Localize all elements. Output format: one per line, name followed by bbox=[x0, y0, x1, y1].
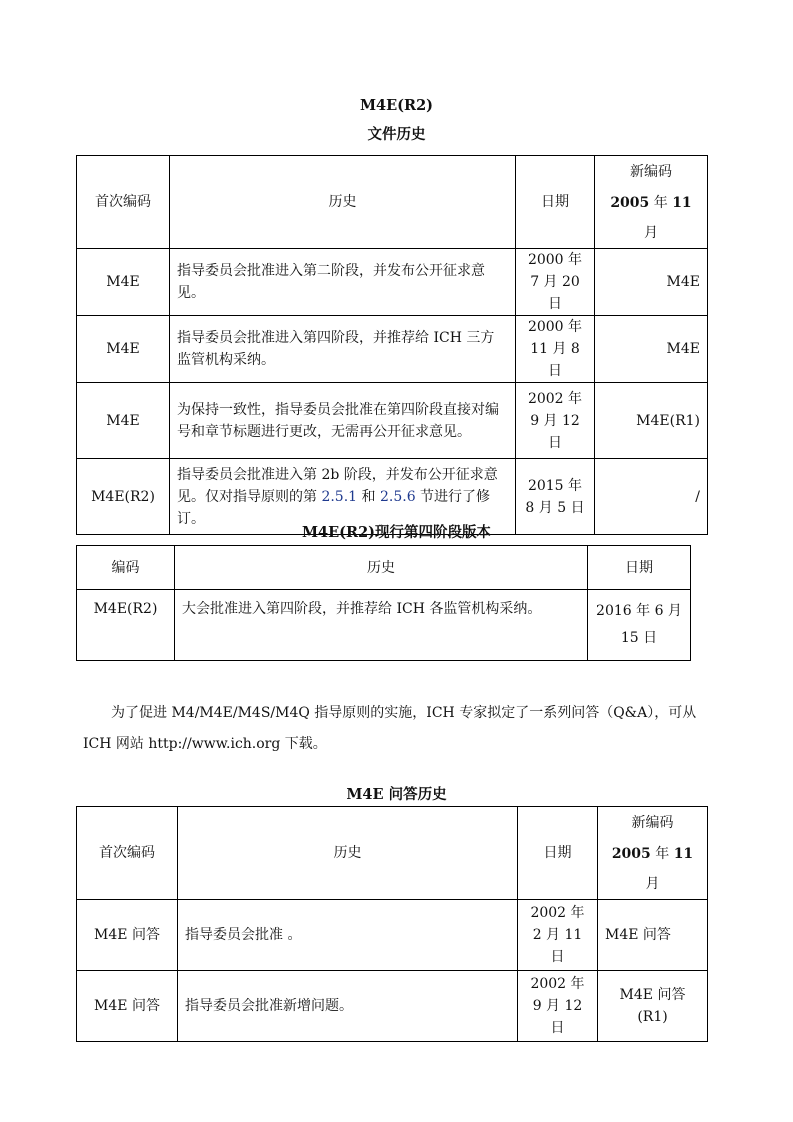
row-code: M4E 问答 bbox=[77, 900, 178, 971]
header-first-code: 首次编码 bbox=[77, 156, 170, 249]
row-date: 2000 年 11 月 8 日 bbox=[516, 316, 595, 383]
row-history: 为保持一致性，指导委员会批准在第四阶段直接对编号和章节标题进行更改，无需再公开征求意见。 bbox=[170, 383, 516, 459]
row-history: 指导委员会批准新增问题。 bbox=[178, 971, 518, 1042]
qa-info-paragraph: 为了促进 M4/M4E/M4S/M4Q 指导原则的实施，ICH 专家拟定了一系列问答（Q&A），可从 ICH 网站 http://www.ich.org 下载。 bbox=[83, 705, 697, 752]
row-history: 指导委员会批准 。 bbox=[178, 900, 518, 971]
header-new-code-date: 2005 年 11 月 bbox=[610, 195, 692, 241]
table-row bbox=[77, 383, 708, 459]
current-version-title: M4E(R2)现行第四阶段版本 bbox=[301, 524, 492, 541]
row-code: M4E bbox=[77, 383, 170, 459]
table-row bbox=[77, 900, 708, 971]
row-date: 2015 年 8 月 5 日 bbox=[516, 459, 595, 535]
qa-table-header-row bbox=[77, 807, 708, 900]
qa-history-table bbox=[76, 806, 708, 1042]
row-new-code: M4E 问答 bbox=[598, 900, 708, 971]
row-date: 2000 年 7 月 20 日 bbox=[516, 249, 595, 316]
header-history: 历史 bbox=[178, 807, 518, 900]
row-new-code: M4E bbox=[595, 249, 708, 316]
header-date: 日期 bbox=[588, 546, 691, 590]
table-row bbox=[77, 590, 691, 661]
header-new-code-label: 新编码 bbox=[630, 164, 672, 180]
row-history: 大会批准进入第四阶段，并推荐给 ICH 各监管机构采纳。 bbox=[175, 590, 588, 661]
header-history: 历史 bbox=[170, 156, 516, 249]
header-new-code bbox=[598, 807, 708, 900]
header-new-code bbox=[595, 156, 708, 249]
row-date: 2016 年 6 月 15 日 bbox=[588, 590, 691, 661]
header-history: 历史 bbox=[175, 546, 588, 590]
header-date: 日期 bbox=[516, 156, 595, 249]
current-table-header-row bbox=[77, 546, 691, 590]
header-date: 日期 bbox=[518, 807, 598, 900]
row-new-code: M4E(R1) bbox=[595, 383, 708, 459]
header-code: 编码 bbox=[77, 546, 175, 590]
table-row bbox=[77, 316, 708, 383]
section-link-2-5-1[interactable]: 2.5.1 bbox=[321, 488, 358, 505]
table-row bbox=[77, 249, 708, 316]
row-new-code: M4E 问答 (R1) bbox=[598, 971, 708, 1042]
history-table bbox=[76, 155, 708, 535]
row-code: M4E(R2) bbox=[77, 590, 175, 661]
current-version-table bbox=[76, 545, 691, 661]
row-code: M4E bbox=[77, 249, 170, 316]
history-section-title: 文件历史 bbox=[367, 126, 426, 143]
document-title: M4E(R2) bbox=[359, 97, 434, 114]
row-new-code: / bbox=[595, 459, 708, 535]
header-new-code-date: 2005 年 11 月 bbox=[611, 846, 694, 892]
history-table-header-row bbox=[77, 156, 708, 249]
header-first-code: 首次编码 bbox=[77, 807, 178, 900]
row-code: M4E bbox=[77, 316, 170, 383]
row-history: 指导委员会批准进入第 2b 阶段，并发布公开征求意见。仅对指导原则的第 2.5.1 和 2.5.6 节进行了修订。 bbox=[170, 459, 516, 535]
row-new-code: M4E bbox=[595, 316, 708, 383]
table-row bbox=[77, 971, 708, 1042]
section-link-2-5-6[interactable]: 2.5.6 bbox=[379, 488, 416, 505]
row-date: 2002 年 9 月 12 日 bbox=[518, 971, 598, 1042]
row-date: 2002 年 2 月 11 日 bbox=[518, 900, 598, 971]
header-new-code-label: 新编码 bbox=[631, 815, 674, 831]
row-date: 2002 年 9 月 12 日 bbox=[516, 383, 595, 459]
row-history: 指导委员会批准进入第四阶段，并推荐给 ICH 三方监管机构采纳。 bbox=[170, 316, 516, 383]
qa-history-title: M4E 问答历史 bbox=[346, 786, 447, 803]
row-code: M4E(R2) bbox=[77, 459, 170, 535]
row-code: M4E 问答 bbox=[77, 971, 178, 1042]
row-history: 指导委员会批准进入第二阶段，并发布公开征求意见。 bbox=[170, 249, 516, 316]
